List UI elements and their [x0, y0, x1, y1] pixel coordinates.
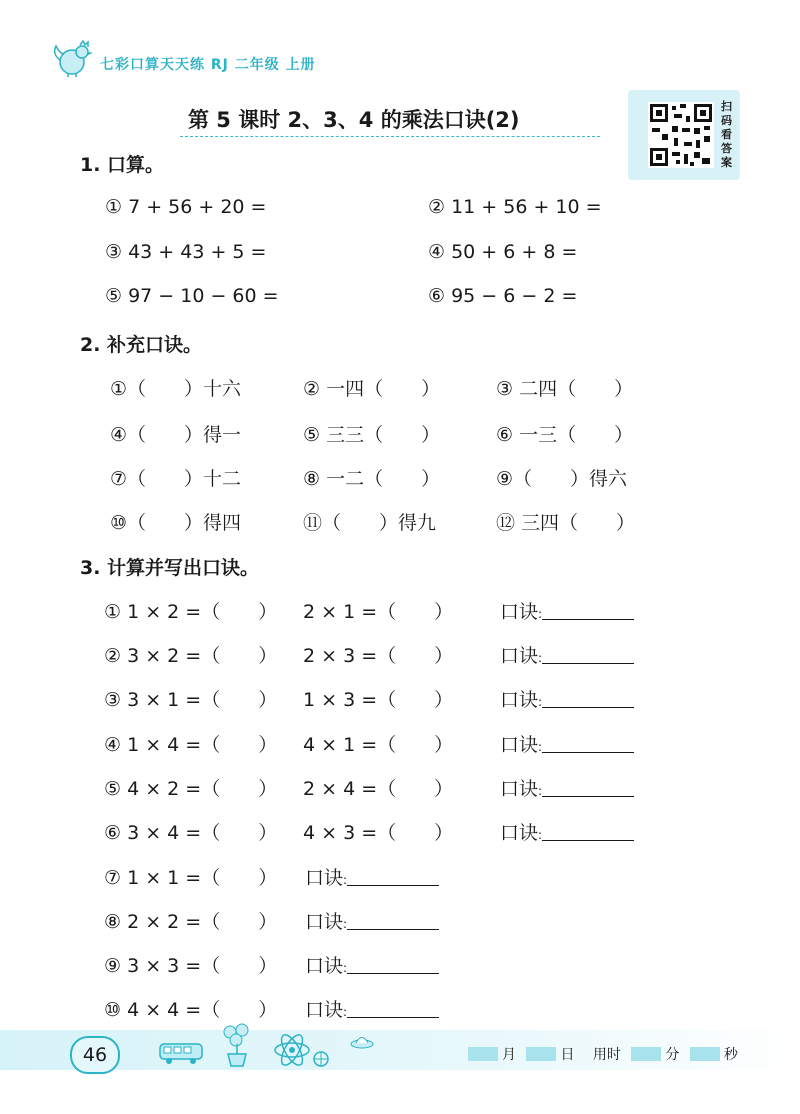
answer-line[interactable] — [542, 601, 634, 620]
section-3-title: 3. 计算并写出口诀。 — [80, 557, 260, 579]
qr-code-panel[interactable] — [628, 90, 740, 180]
exercise-item: ⑦ 1 × 1 =（ ） — [104, 867, 278, 889]
colon: : — [538, 651, 543, 665]
exercise-item: ④ 50 + 6 + 8 = — [428, 241, 578, 263]
minute-label: 分 — [665, 1047, 680, 1063]
koujue-label: 口诀 — [305, 999, 344, 1021]
koujue-label: 口诀 — [500, 689, 539, 711]
koujue-label: 口诀 — [305, 955, 344, 977]
page-title: 第 5 课时 2、3、4 的乘法口诀(2) — [188, 108, 520, 132]
answer-line[interactable] — [542, 689, 634, 708]
qr-code-icon[interactable] — [648, 102, 714, 168]
second-label: 秒 — [723, 1047, 738, 1063]
colon: : — [538, 740, 543, 754]
exercise-item: ④（ ）得一 — [110, 424, 242, 446]
exercise-item: ⑨ 3 × 3 =（ ） — [104, 955, 278, 977]
rooster-logo-icon — [52, 40, 98, 78]
colon: : — [538, 828, 543, 842]
answer-line[interactable] — [347, 867, 439, 886]
section-1-title: 1. 口算。 — [80, 154, 165, 176]
koujue-label: 口诀 — [305, 911, 344, 933]
exercise-item: ② 11 + 56 + 10 = — [428, 196, 602, 218]
colon: : — [538, 784, 543, 798]
exercise-item: ⑥ 95 − 6 − 2 = — [428, 285, 578, 307]
koujue-label: 口诀 — [305, 867, 344, 889]
exercise-item: ⑪（ ）得九 — [303, 512, 437, 534]
koujue-label: 口诀 — [500, 645, 539, 667]
exercise-item: ⑥ 3 × 4 =（ ） — [104, 822, 278, 844]
answer-line[interactable] — [542, 778, 634, 797]
exercise-item: ⑧ 一二（ ） — [303, 468, 441, 490]
exercise-item: 1 × 3 =（ ） — [303, 689, 454, 711]
exercise-item: 4 × 1 =（ ） — [303, 734, 454, 756]
exercise-item: 2 × 3 =（ ） — [303, 645, 454, 667]
koujue-label: 口诀 — [500, 734, 539, 756]
colon: : — [538, 607, 543, 621]
series-title: 七彩口算天天练 RJ 二年级 上册 — [100, 57, 316, 73]
exercise-item: ⑤ 三三（ ） — [303, 424, 441, 446]
bus-icon — [158, 1040, 204, 1066]
koujue-label: 口诀 — [500, 822, 539, 844]
answer-line[interactable] — [347, 955, 439, 974]
exercise-item: ⑤ 4 × 2 =（ ） — [104, 778, 278, 800]
koujue-answer — [305, 863, 439, 890]
koujue-answer — [305, 907, 439, 934]
exercise-item: ①（ ）十六 — [110, 378, 242, 400]
koujue-label: 口诀 — [500, 778, 539, 800]
month-label: 月 — [502, 1047, 516, 1063]
colon: : — [538, 695, 543, 709]
exercise-item: ⑥ 一三（ ） — [496, 424, 634, 446]
section-2-title: 2. 补充口诀。 — [80, 334, 203, 356]
ufo-icon — [350, 1034, 374, 1050]
koujue-answer — [305, 995, 439, 1022]
potted-plant-icon — [218, 1022, 256, 1068]
month-field[interactable] — [468, 1047, 498, 1061]
koujue-label: 口诀 — [500, 601, 539, 623]
exercise-item: ④ 1 × 4 =（ ） — [104, 734, 278, 756]
exercise-item: ② 一四（ ） — [303, 378, 441, 400]
colon: : — [343, 873, 348, 887]
exercise-item: 2 × 4 =（ ） — [303, 778, 454, 800]
answer-line[interactable] — [542, 645, 634, 664]
qr-label: 扫码看答案 — [721, 100, 732, 169]
minute-field[interactable] — [631, 1047, 661, 1061]
time-used-label: 用时 — [592, 1047, 621, 1063]
exercise-item: ① 1 × 2 =（ ） — [104, 601, 278, 623]
exercise-item: ③ 二四（ ） — [496, 378, 634, 400]
exercise-item: ⑩（ ）得四 — [110, 512, 242, 534]
colon: : — [343, 917, 348, 931]
exercise-item: ⑧ 2 × 2 =（ ） — [104, 911, 278, 933]
exercise-item: ② 3 × 2 =（ ） — [104, 645, 278, 667]
answer-line[interactable] — [542, 822, 634, 841]
exercise-item: 4 × 3 =（ ） — [303, 822, 454, 844]
exercise-item: ⑩ 4 × 4 =（ ） — [104, 999, 278, 1021]
exercise-item: 2 × 1 =（ ） — [303, 601, 454, 623]
exercise-item: ③ 3 × 1 =（ ） — [104, 689, 278, 711]
second-field[interactable] — [690, 1047, 720, 1061]
ball-icon — [312, 1050, 330, 1068]
koujue-answer — [500, 774, 634, 801]
koujue-answer — [500, 730, 634, 757]
koujue-answer — [500, 818, 634, 845]
page-number: 46 — [70, 1036, 120, 1074]
day-field[interactable] — [526, 1047, 556, 1061]
koujue-answer — [500, 685, 634, 712]
koujue-answer — [305, 951, 439, 978]
colon: : — [343, 961, 348, 975]
answer-line[interactable] — [347, 911, 439, 930]
title-divider — [180, 136, 600, 137]
colon: : — [343, 1005, 348, 1019]
time-record — [462, 1044, 738, 1064]
answer-line[interactable] — [542, 734, 634, 753]
day-label: 日 — [560, 1047, 575, 1063]
atom-icon — [272, 1030, 312, 1070]
exercise-item: ① 7 + 56 + 20 = — [105, 196, 267, 218]
koujue-answer — [500, 597, 634, 624]
answer-line[interactable] — [347, 999, 439, 1018]
koujue-answer — [500, 641, 634, 668]
exercise-item: ③ 43 + 43 + 5 = — [105, 241, 267, 263]
exercise-item: ⑦（ ）十二 — [110, 468, 242, 490]
exercise-item: ⑨（ ）得六 — [496, 468, 628, 490]
exercise-item: ⑤ 97 − 10 − 60 = — [105, 285, 279, 307]
exercise-item: ⑫ 三四（ ） — [496, 512, 636, 534]
